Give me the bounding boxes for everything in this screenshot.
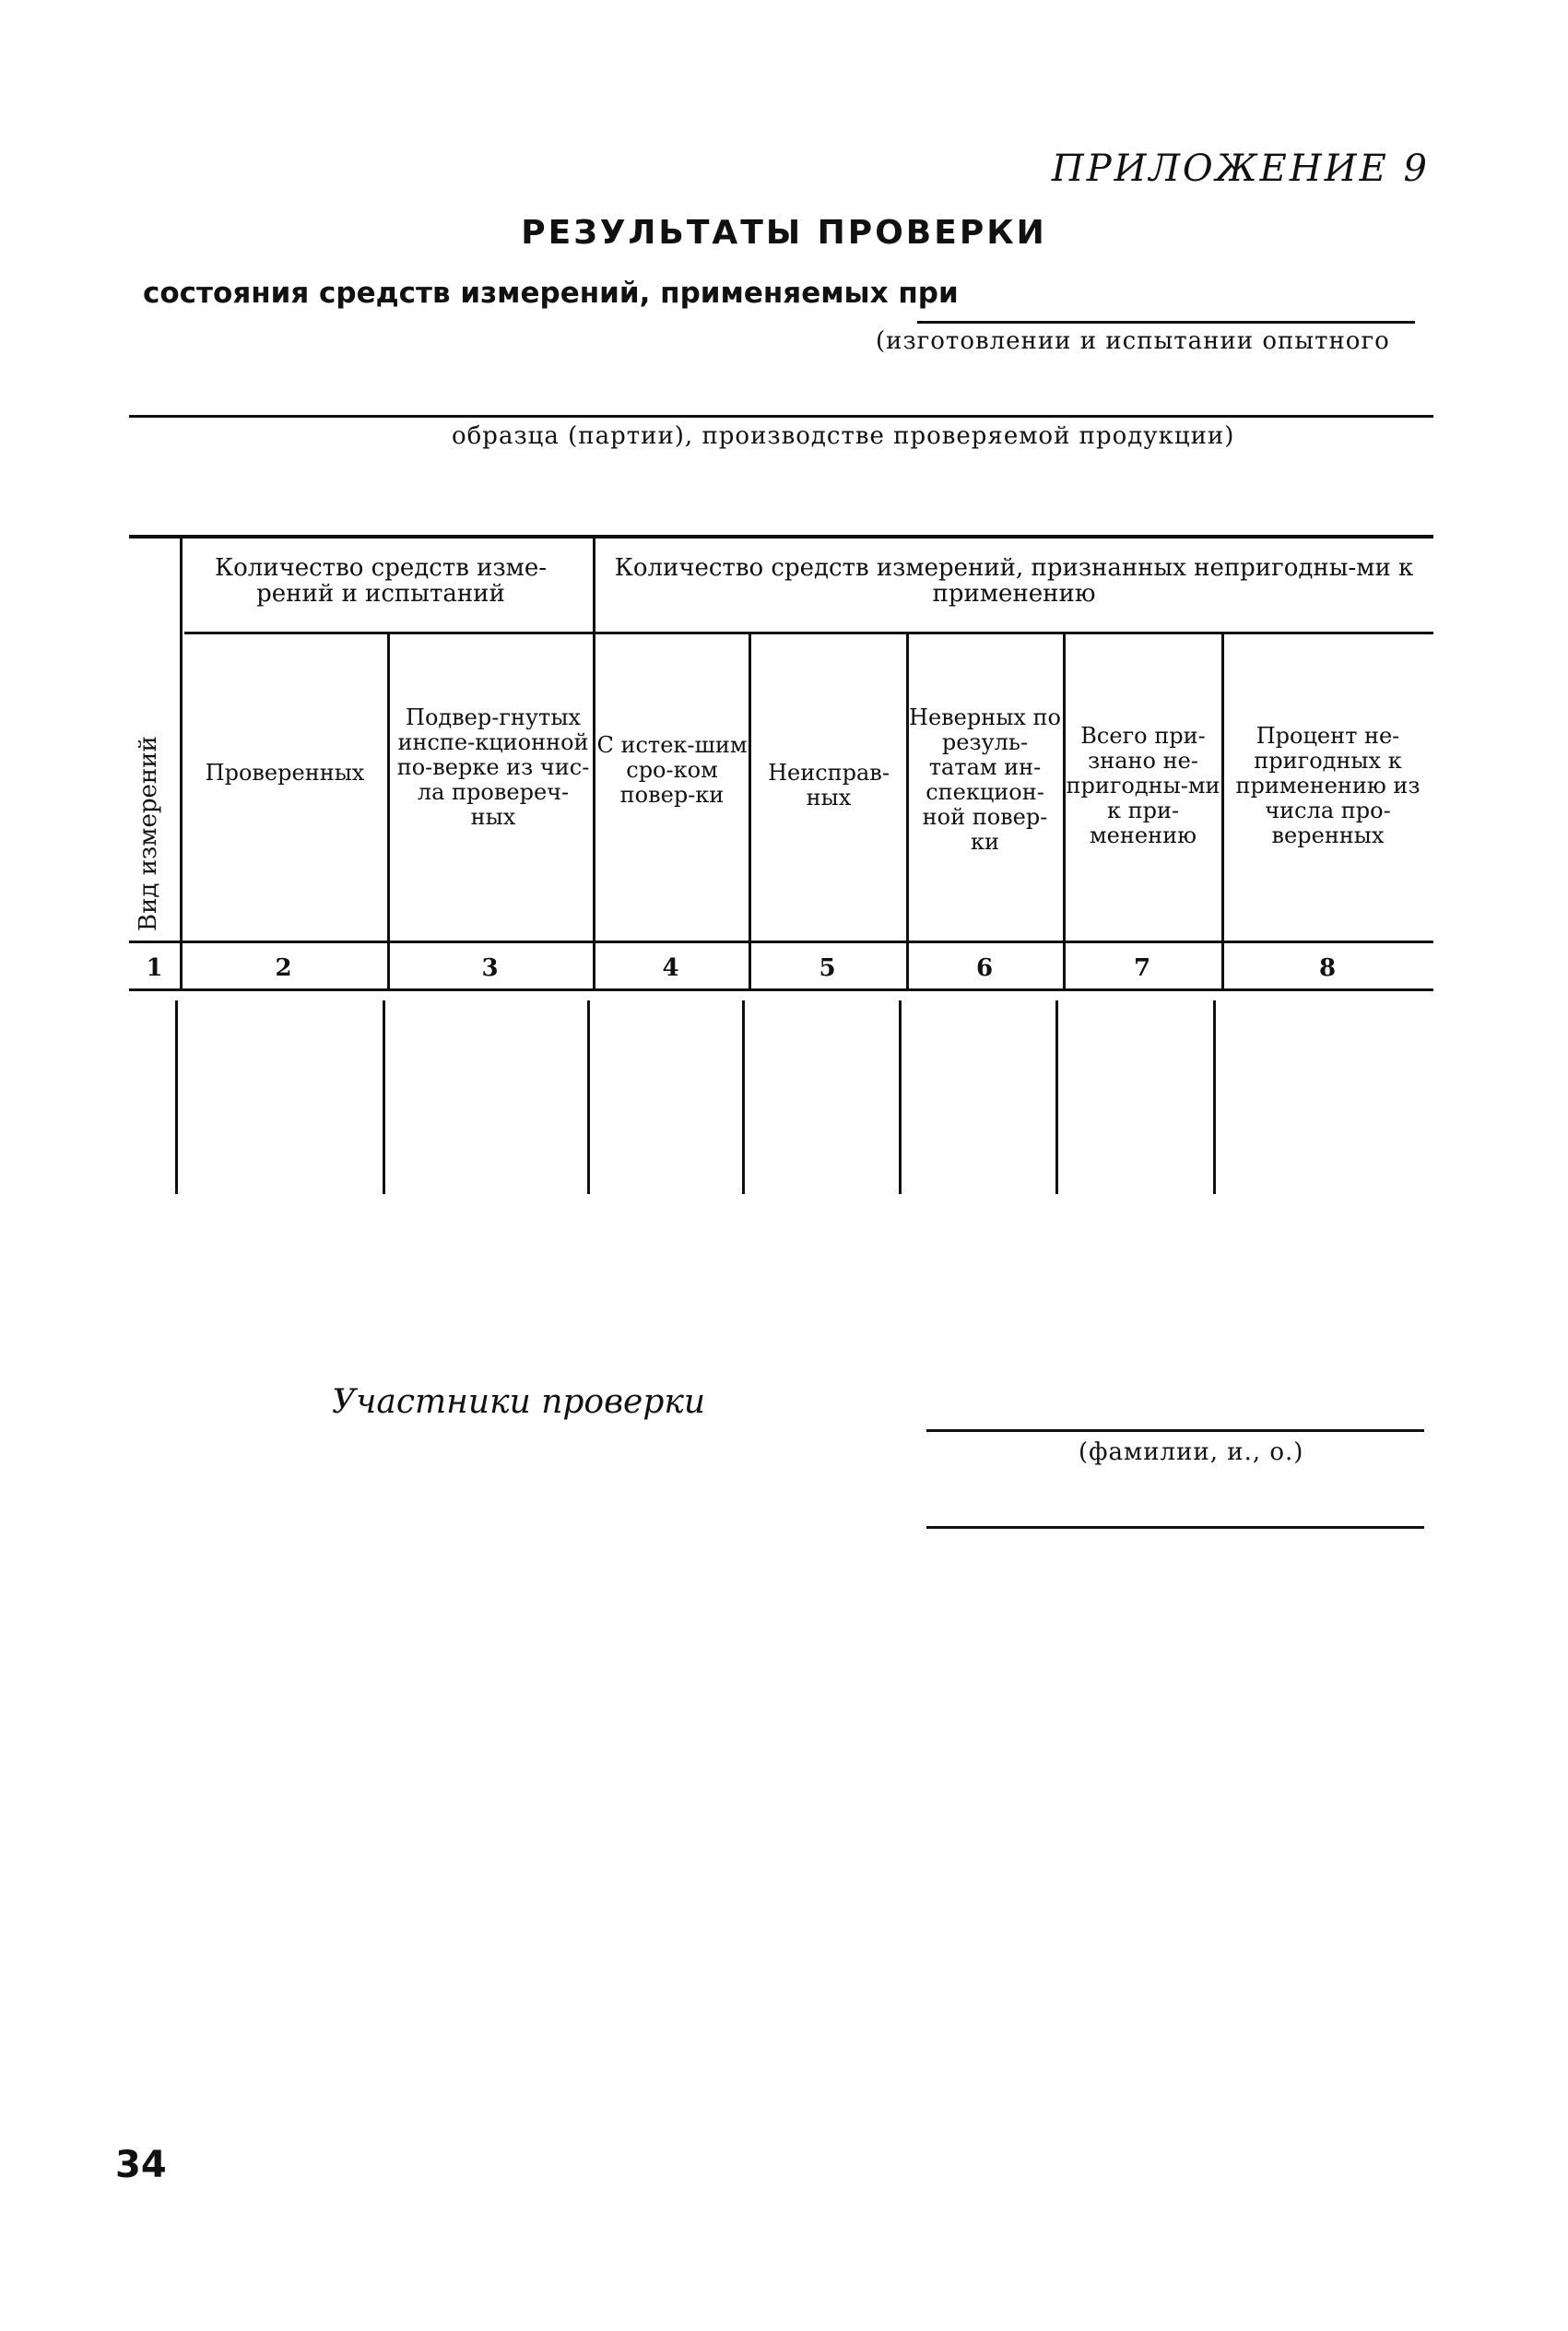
fill-caption-1: (изготовлении и испытании опытного [876, 327, 1390, 355]
body-divider-5 [899, 1000, 902, 1194]
page-number: 34 [115, 2144, 167, 2186]
column-header-8: Процент не-пригодных к применению из числа про-веренных [1235, 723, 1421, 848]
body-divider-2 [383, 1000, 385, 1194]
column-header-7: Всего при-знано не-пригодны-ми к при-менению [1066, 723, 1220, 848]
column-number-3: 3 [481, 954, 499, 982]
column-number-4: 4 [662, 954, 679, 982]
fill-caption-2: образца (партии), производстве проверяемой продукции) [452, 422, 1235, 450]
appendix-label: ПРИЛОЖЕНИЕ 9 [1051, 148, 1430, 190]
body-divider-4 [742, 1000, 745, 1194]
body-divider-3 [587, 1000, 590, 1194]
group-divider-rule [184, 632, 1433, 634]
fill-line-2 [129, 415, 1433, 418]
body-divider-1 [175, 1000, 178, 1194]
column-number-5: 5 [819, 954, 836, 982]
column-number-2: 2 [275, 954, 292, 982]
signature-line-2 [926, 1526, 1424, 1529]
col-divider-2 [387, 632, 390, 988]
column-header-measurement-type: Вид измерений [135, 736, 162, 931]
group-header-unfit: Количество средств измерений, признанных непригодны-ми к применению [614, 554, 1414, 608]
column-number-7: 7 [1133, 954, 1151, 982]
header-bottom-rule [129, 941, 1433, 943]
group-header-checked: Количество средств изме-рений и испытаний [214, 554, 548, 608]
numbers-bottom-rule [129, 988, 1433, 991]
column-header-4: С истек-шим сро-ком повер-ки [596, 732, 748, 808]
body-divider-6 [1055, 1000, 1058, 1194]
column-header-5: Неисправ-ных [768, 760, 890, 811]
table-top-rule [129, 535, 1433, 538]
column-number-1: 1 [146, 954, 163, 982]
signature-caption: (фамилии, и., о.) [1079, 1438, 1304, 1466]
page-subtitle: состояния средств измерений, применяемых при [143, 277, 959, 310]
page-title: РЕЗУЛЬТАТЫ ПРОВЕРКИ [521, 214, 1047, 252]
body-divider-7 [1213, 1000, 1216, 1194]
column-header-2: Проверенных [205, 760, 365, 786]
column-number-6: 6 [975, 954, 994, 982]
column-header-3: Подвер-гнутых инспе-кционной по-верке из чис-ла провереч-ных [396, 704, 590, 830]
column-number-8: 8 [1318, 954, 1337, 982]
participants-label: Участники проверки [332, 1383, 706, 1421]
signature-line-1 [926, 1429, 1424, 1432]
column-header-6: Неверных по резуль-татам ин-спекцион-ной повер-ки [909, 704, 1061, 855]
results-table [129, 535, 1433, 1199]
fill-line-1 [917, 321, 1415, 324]
